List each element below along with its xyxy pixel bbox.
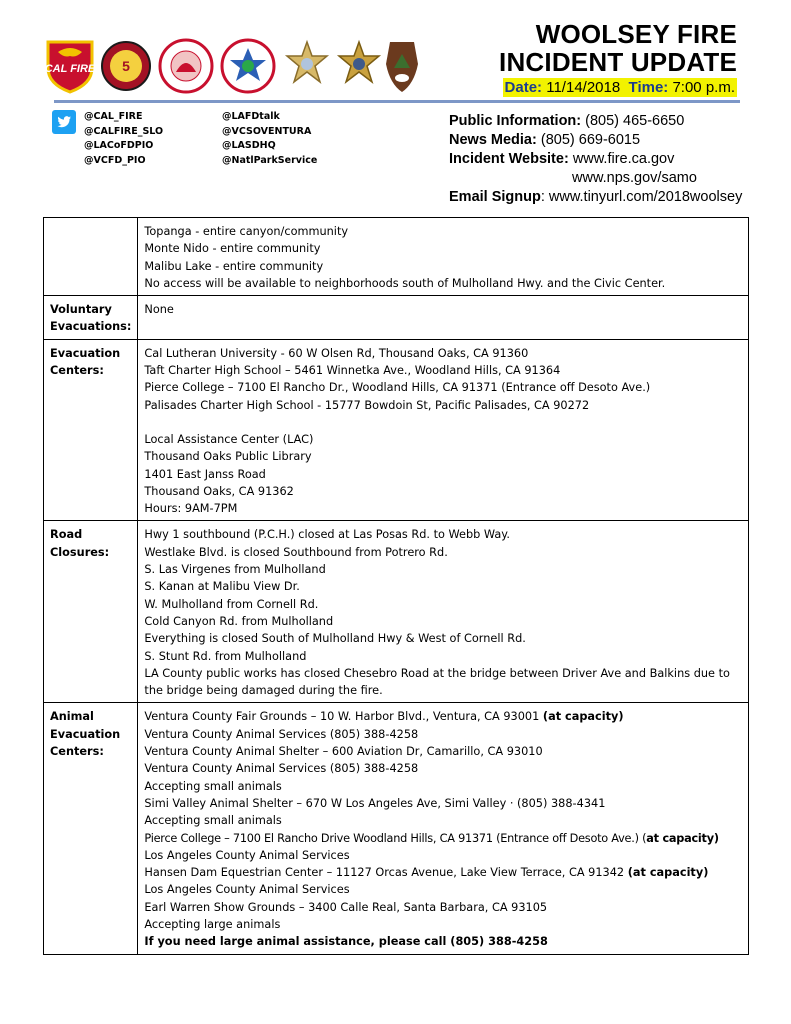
list-item: Topanga - entire canyon/community <box>144 225 349 238</box>
svg-text:5: 5 <box>122 58 130 74</box>
news-media-value: (805) 669-6015 <box>540 132 641 148</box>
list-item <box>144 830 742 847</box>
row-content <box>138 339 749 521</box>
row-label-line: Road <box>50 528 83 542</box>
list-item: Ventura County Animal Shelter – 600 Aviation Dr, Camarillo, CA 93010 <box>144 745 543 759</box>
email-value: : www.tinyurl.com/2018woolsey <box>540 189 743 205</box>
calfire-logo <box>44 38 96 94</box>
list-item <box>144 864 742 881</box>
list-item: W. Mulholland from Cornell Rd. <box>144 597 319 611</box>
row-label-empty <box>44 218 138 296</box>
spacer <box>144 414 742 431</box>
row-label-line: Animal <box>50 710 94 724</box>
list-item: Hours: 9AM-7PM <box>144 502 238 516</box>
row-label-line: Centers: <box>50 745 104 759</box>
capacity-note: (at capacity) <box>627 866 709 880</box>
item-text: Pierce College – 7100 El Rancho Drive Woodland Hills, CA 91371 (Entrance off Desoto Ave.) ( <box>144 831 647 845</box>
list-item: Taft Charter High School – 5461 Winnetka Ave., Woodland Hills, CA 91364 <box>144 364 561 378</box>
handle: @LACoFDPIO <box>84 140 154 151</box>
date-value: 11/14/2018 <box>546 79 621 96</box>
news-media-label: News Media: <box>449 132 537 148</box>
list-item: Earl Warren Show Grounds – 3400 Calle Real, Santa Barbara, CA 93105 <box>144 900 548 914</box>
list-item: Local Assistance Center (LAC) <box>144 432 314 446</box>
title-line-2: INCIDENT UPDATE <box>499 47 737 77</box>
list-item: Cold Canyon Rd. from Mulholland <box>144 614 334 628</box>
list-item <box>144 708 742 725</box>
item-text: Hansen Dam Equestrian Center – 11127 Orcas Avenue, Lake View Terrace, CA 91342 <box>144 866 628 880</box>
table-row-voluntary <box>44 296 749 340</box>
list-item: Pierce College – 7100 El Rancho Dr., Woodland Hills, CA 91371 (Entrance off Desoto Ave.) <box>144 381 651 395</box>
handle: @VCFD_PIO <box>84 154 146 166</box>
row-content <box>138 296 749 340</box>
list-item: Ventura County Animal Services (805) 388-4258 <box>144 762 419 776</box>
public-info-label: Public Information: <box>449 113 582 129</box>
row-label <box>44 296 138 340</box>
list-item: Monte Nido - entire community <box>144 242 321 256</box>
list-item: Accepting small animals <box>144 779 282 793</box>
list-item: Thousand Oaks, CA 91362 <box>144 484 294 498</box>
row-label <box>44 339 138 521</box>
list-item: S. Las Virgenes from Mulholland <box>144 563 326 577</box>
header-divider <box>54 100 740 103</box>
date-time-bar <box>503 78 737 97</box>
time-label: Time: <box>628 79 669 96</box>
list-item: Accepting large animals <box>144 917 281 931</box>
vcfd-logo <box>220 38 276 94</box>
list-item: No access will be available to neighborhoods south of Mulholland Hwy. and the Civic Center. <box>144 276 666 290</box>
table-row-road-closures <box>44 521 749 703</box>
table-row-animal-centers <box>44 703 749 954</box>
row-label-line: Evacuation <box>50 346 121 360</box>
table-row-evacuation-centers <box>44 339 749 521</box>
list-item <box>144 933 742 950</box>
list-item: Thousand Oaks Public Library <box>144 450 312 464</box>
handle: @LAFDtalk <box>222 111 280 122</box>
website-value-2: www.nps.gov/samo <box>572 170 697 186</box>
list-item: LA County public works has closed Chesebro Road at the bridge between Driver Ave and Balkins due to the bridge being damaged during the fire. <box>144 666 730 698</box>
item-text: Ventura County Fair Grounds – 10 W. Harbor Blvd., Ventura, CA 93001 <box>144 710 543 724</box>
twitter-icon <box>52 110 76 134</box>
incident-table <box>43 217 749 955</box>
title-line-1: WOOLSEY FIRE <box>535 19 737 49</box>
large-animal-note: If you need large animal assistance, please call (805) 388-4258 <box>144 935 548 949</box>
list-item: Westlake Blvd. is closed Southbound from Potrero Rd. <box>144 545 448 559</box>
list-item: Los Angeles County Animal Services <box>144 883 350 897</box>
row-content <box>138 521 749 703</box>
nps-arrowhead-logo <box>384 38 420 94</box>
list-item: S. Kanan at Malibu View Dr. <box>144 580 300 594</box>
lasd-star-logo <box>336 38 382 94</box>
list-item: Everything is closed South of Mulholland Hwy & West of Cornell Rd. <box>144 632 526 646</box>
handle: @CAL_FIRE <box>84 111 143 122</box>
public-info-value: (805) 465-6650 <box>585 113 685 129</box>
row-content <box>138 218 749 296</box>
vcso-star-logo <box>284 38 330 94</box>
list-item: Hwy 1 southbound (P.C.H.) closed at Las Posas Rd. to Webb Way. <box>144 528 510 542</box>
row-label-line: Centers: <box>50 364 104 378</box>
row-label-line: Voluntary <box>50 303 112 317</box>
handle: @LASDHQ <box>222 140 276 151</box>
list-item: Malibu Lake - entire community <box>144 259 324 273</box>
title-block <box>499 20 737 97</box>
list-item: Palisades Charter High School - 15777 Bowdoin St, Pacific Palisades, CA 90272 <box>144 398 590 412</box>
list-item: Cal Lutheran University - 60 W Olsen Rd, Thousand Oaks, CA 91360 <box>144 346 529 360</box>
website-label: Incident Website: <box>449 151 569 167</box>
table-row-evacuations-continued <box>44 218 749 296</box>
row-label-line: Evacuation <box>50 727 121 741</box>
row-label <box>44 521 138 703</box>
calfire-slo-logo <box>100 38 152 94</box>
date-label: Date: <box>504 79 543 96</box>
list-item: Accepting small animals <box>144 814 282 828</box>
handles-col-1 <box>84 110 163 168</box>
row-label-line: Closures: <box>50 545 110 559</box>
capacity-note: (at capacity) <box>542 710 624 724</box>
row-content <box>138 703 749 954</box>
time-value: 7:00 p.m. <box>672 79 735 96</box>
handle: @CALFIRE_SLO <box>84 125 164 137</box>
handle: @VCSOVENTURA <box>222 125 312 137</box>
lacofd-logo <box>158 38 214 94</box>
list-item: Ventura County Animal Services (805) 388-4258 <box>144 727 419 741</box>
website-value: www.fire.ca.gov <box>572 151 675 167</box>
list-item: Simi Valley Animal Shelter – 670 W Los Angeles Ave, Simi Valley · (805) 388-4341 <box>144 796 606 810</box>
agency-logos <box>44 38 414 94</box>
handles-col-2 <box>222 110 317 168</box>
list-item: S. Stunt Rd. from Mulholland <box>144 649 307 663</box>
email-label: Email Signup <box>449 189 541 205</box>
row-label <box>44 703 138 954</box>
handle: @NatlParkService <box>222 154 318 166</box>
row-label-line: Evacuations: <box>50 320 132 334</box>
list-item: 1401 East Janss Road <box>144 467 266 481</box>
list-item: None <box>144 303 174 317</box>
svg-text:CAL FIRE: CAL FIRE <box>44 63 96 75</box>
capacity-note: at capacity) <box>646 831 719 845</box>
list-item: Los Angeles County Animal Services <box>144 848 350 862</box>
contact-info <box>449 112 742 207</box>
